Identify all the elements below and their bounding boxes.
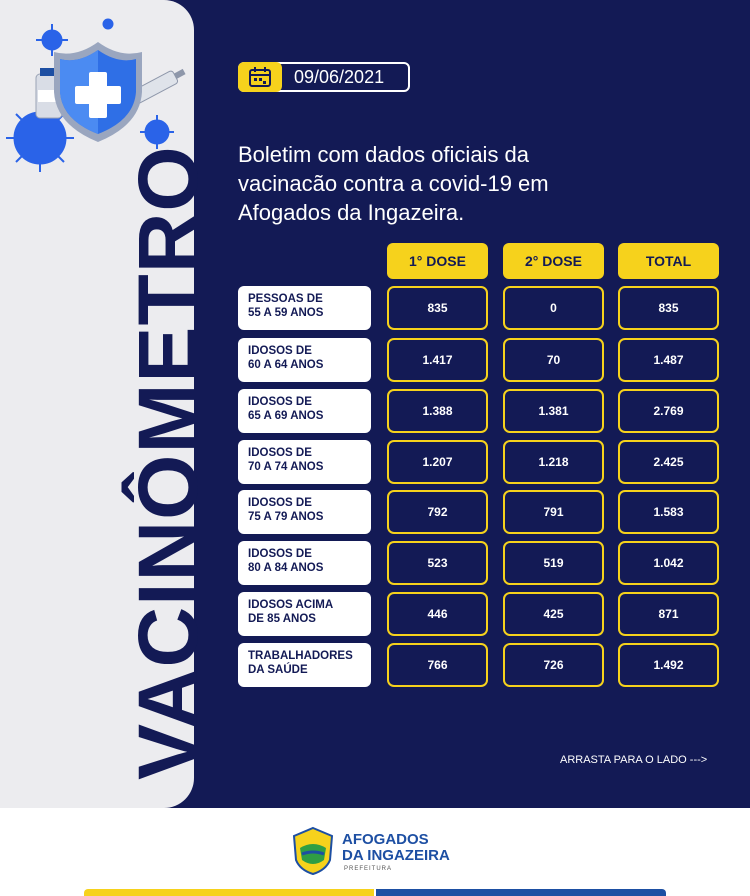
headline-line: Boletim com dados oficiais da	[238, 142, 530, 167]
cell-first-dose: 1.207	[387, 440, 488, 484]
cell-second-dose: 726	[503, 643, 604, 687]
cell-first-dose: 835	[387, 286, 488, 330]
headline-line: Afogados da Ingazeira.	[238, 200, 465, 225]
cell-first-dose: 766	[387, 643, 488, 687]
row-label: IDOSOS DE 65 A 69 ANOS	[238, 389, 371, 433]
logo-line: AFOGADOS	[342, 831, 429, 848]
footer-bar-blue	[376, 889, 666, 896]
side-strip	[0, 0, 215, 808]
column-header-second-dose: 2° DOSE	[503, 243, 604, 279]
vacinometro-title: VACINÔMETRO	[121, 145, 215, 780]
cell-second-dose: 791	[503, 490, 604, 534]
column-header-total: TOTAL	[618, 243, 719, 279]
cell-first-dose: 1.388	[387, 389, 488, 433]
cell-total: 1.042	[618, 541, 719, 585]
city-crest-icon	[290, 826, 336, 876]
cell-second-dose: 519	[503, 541, 604, 585]
cell-second-dose: 70	[503, 338, 604, 382]
cell-first-dose: 523	[387, 541, 488, 585]
row-label: IDOSOS DE 60 A 64 ANOS	[238, 338, 371, 382]
row-label: PESSOAS DE 55 A 59 ANOS	[238, 286, 371, 330]
headline-line: vacinacão contra a covid-19 em	[238, 171, 549, 196]
calendar-icon	[238, 62, 282, 92]
row-label: IDOSOS DE 70 A 74 ANOS	[238, 440, 371, 484]
cell-total: 871	[618, 592, 719, 636]
cell-second-dose: 0	[503, 286, 604, 330]
logo-line: DA INGAZEIRA	[342, 847, 450, 864]
cell-second-dose: 1.218	[503, 440, 604, 484]
cell-first-dose: 792	[387, 490, 488, 534]
cell-first-dose: 446	[387, 592, 488, 636]
cell-total: 835	[618, 286, 719, 330]
swipe-hint: ARRASTA PARA O LADO --->	[560, 754, 708, 766]
cell-second-dose: 1.381	[503, 389, 604, 433]
bulletin-headline	[238, 140, 698, 227]
row-label: IDOSOS DE 80 A 84 ANOS	[238, 541, 371, 585]
logo-subtitle: PREFEITURA	[344, 866, 393, 872]
cell-total: 2.425	[618, 440, 719, 484]
row-label: IDOSOS DE 75 A 79 ANOS	[238, 490, 371, 534]
cell-total: 1.492	[618, 643, 719, 687]
cell-total: 1.487	[618, 338, 719, 382]
cell-second-dose: 425	[503, 592, 604, 636]
footer-bar-yellow	[84, 889, 374, 896]
date-badge	[238, 62, 410, 92]
row-label: IDOSOS ACIMA DE 85 ANOS	[238, 592, 371, 636]
cell-first-dose: 1.417	[387, 338, 488, 382]
cell-total: 2.769	[618, 389, 719, 433]
city-logo-text	[342, 832, 450, 864]
row-label: TRABALHADORES DA SAÚDE	[238, 643, 371, 687]
bulletin-date: 09/06/2021	[294, 67, 385, 87]
column-header-first-dose: 1° DOSE	[387, 243, 488, 279]
cell-total: 1.583	[618, 490, 719, 534]
